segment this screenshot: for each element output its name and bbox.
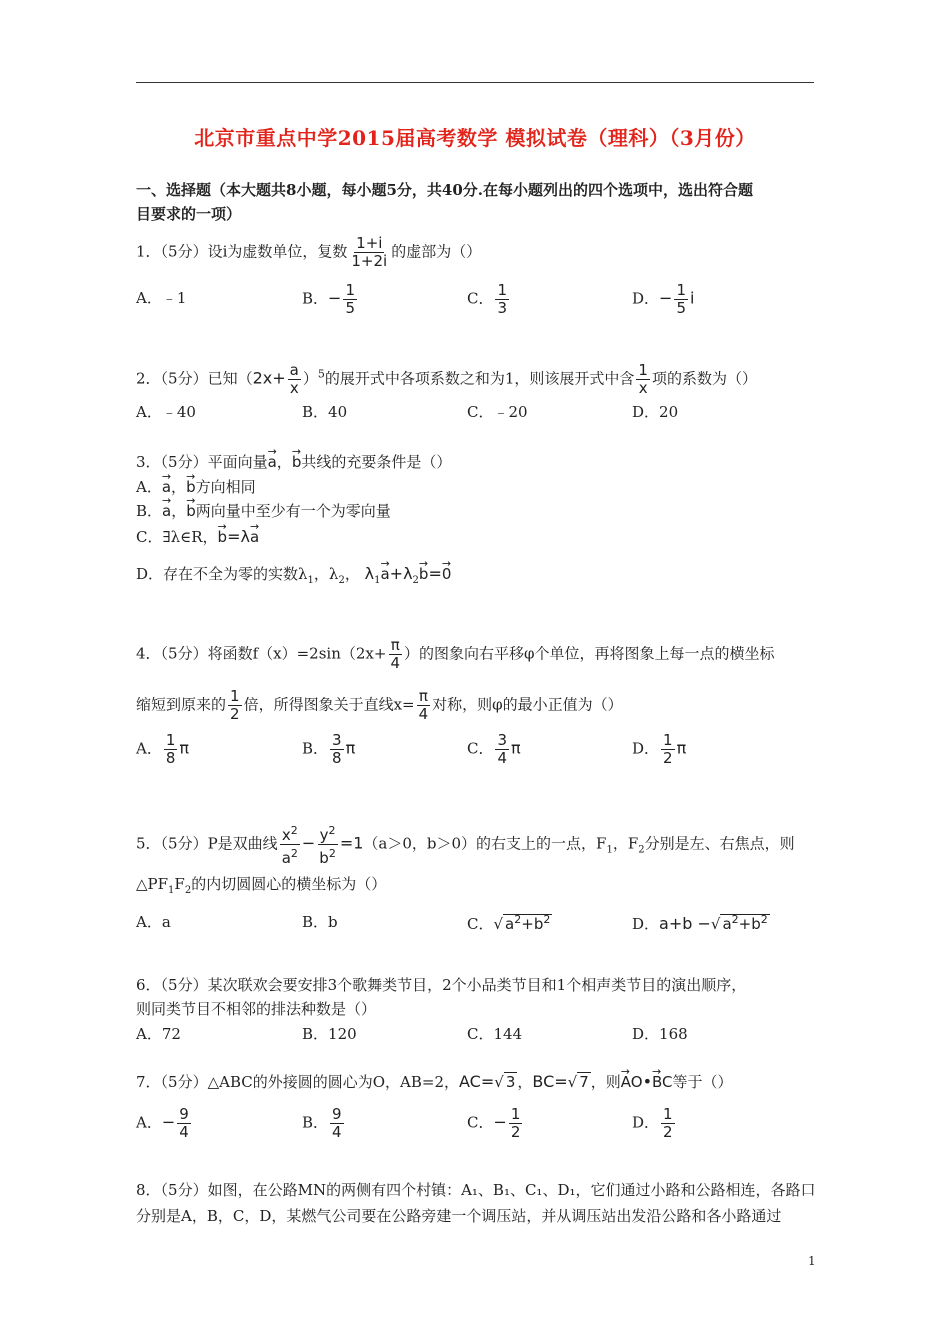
question-8-line2: 分别是A，B，C，D，某燃气公司要在公路旁建一个调压站，并从调压站出发沿公路和各小路通过 — [136, 1207, 782, 1225]
q4-a-den: 8 — [165, 749, 176, 767]
q4-b-den: 8 — [332, 749, 342, 767]
q1-d-num: 1 — [676, 281, 686, 299]
q4-d-pi: π — [676, 738, 687, 758]
q4-a-label: A． — [136, 739, 162, 758]
q2-prefix: 2．（5分）已知（ — [136, 369, 253, 388]
q3-d-lambda2-sub: 2 — [412, 575, 419, 586]
q1-d-tail: i — [689, 288, 695, 308]
q1-d-frac — [674, 282, 688, 317]
q2-expr: 2x+ — [252, 368, 286, 388]
q2-middle: 的展开式中各项系数之和为1，则该展开式中含 — [324, 369, 635, 388]
q1-option-b — [302, 282, 359, 317]
q3-option-c — [136, 527, 259, 547]
q5-a-den — [280, 845, 300, 867]
q4-c-pi: π — [511, 738, 521, 758]
question-4-line2 — [136, 688, 623, 723]
q1-frac-den: 1+2i — [351, 252, 388, 270]
q5-option-d — [632, 910, 770, 934]
q7-a-den: 4 — [179, 1123, 189, 1141]
q4-option-b — [302, 732, 355, 767]
q7-d-frac — [661, 1106, 675, 1141]
q7-d-den: 2 — [663, 1123, 673, 1141]
q3-b-text: 两向量中至少有一个为零向量 — [195, 502, 391, 520]
q4-c-den: 4 — [497, 749, 508, 767]
q5-suffix: （a＞0，b＞0）的右支上的一点，F — [363, 834, 607, 853]
q5-a-exp: 2 — [290, 847, 298, 860]
q2-frac2-num: 1 — [638, 361, 648, 379]
q7-mid: ，则 — [590, 1073, 621, 1091]
q4-line2-prefix: 缩短到原来的 — [136, 695, 227, 714]
q3-d-sub2: 2 — [338, 575, 345, 586]
question-7 — [136, 1072, 733, 1092]
q5-y: y — [319, 826, 329, 844]
q7-option-c — [467, 1106, 524, 1141]
q7-d-num: 1 — [663, 1105, 673, 1123]
q2-frac2 — [636, 362, 650, 397]
q5-line2-mid: F — [174, 875, 185, 893]
q5-b-exp: 2 — [328, 847, 336, 860]
q1-suffix: 的虚部为（） — [391, 242, 482, 261]
q3-d-vec-b: → b — [419, 564, 429, 584]
q1-option-a: A．﹣1 — [136, 289, 187, 307]
q7-b-den: 4 — [332, 1123, 342, 1141]
page-title: 北京市重点中学2015届高考数学 模拟试卷（理科）（3月份） — [194, 126, 756, 150]
q4-c-num: 3 — [497, 731, 508, 749]
q4-b-num: 3 — [332, 731, 342, 749]
q3-a-label: A． — [136, 478, 162, 496]
q2-frac2-den: x — [638, 379, 648, 397]
q1-b-num: 1 — [345, 281, 355, 299]
q1-b-sign: − — [328, 288, 342, 308]
q5-d-a-exp: 2 — [731, 913, 739, 926]
q5-sub2: 2 — [638, 844, 645, 856]
q5-x-num — [280, 822, 300, 845]
q7-a-label: A． — [136, 1113, 162, 1132]
q3-d-vec-a: → a — [380, 564, 389, 584]
q7-option-d — [632, 1106, 677, 1141]
q2-option-b: B．40 — [302, 403, 348, 421]
q5-b-den — [317, 845, 338, 867]
q7-suffix: 等于（） — [672, 1073, 733, 1091]
q3-d-label: D．存在不全为零的实数λ — [136, 565, 308, 583]
q5-sub1: 1 — [606, 844, 613, 856]
q5-y-exp: 2 — [328, 824, 336, 837]
q3-d-zero-vec: → 0 — [442, 564, 452, 584]
q4-pi-frac-2 — [417, 688, 431, 723]
q7-option-a — [136, 1106, 193, 1141]
q1-frac-num: 1+i — [356, 234, 383, 252]
q5-d-a: a — [722, 915, 732, 933]
q4-pi2-num: π — [418, 687, 428, 705]
q3-a-sep: ， — [171, 478, 187, 496]
q3-a-vec-a: → a — [162, 477, 171, 497]
q1-d-label: D． — [632, 289, 660, 308]
q5-line2-sub2: 2 — [184, 885, 192, 896]
q7-dot: • — [642, 1072, 653, 1091]
q5-c-a-exp: 2 — [514, 913, 522, 926]
question-8-line1: 8．（5分）如图，在公路MN的两侧有四个村镇：A₁、B₁、C₁、D₁，它们通过小路和公路相连，各路口 — [136, 1181, 816, 1199]
q7-c-label: C． — [467, 1113, 494, 1132]
q7-sep: ， — [517, 1073, 533, 1091]
q7-c-sign: − — [493, 1112, 507, 1132]
q7-ac-sqrt: √ 3 — [494, 1073, 516, 1091]
q4-pi2-den: 4 — [418, 705, 429, 723]
question-3 — [136, 452, 451, 472]
q7-d-label: D． — [632, 1113, 660, 1132]
q5-option-c — [467, 910, 552, 934]
q2-close: ） — [302, 369, 318, 388]
q4-line1-suffix: ）的图象向右平移φ个单位，再将图象上每一点的横坐标 — [404, 644, 775, 663]
q7-bc-sqrt: √ 7 — [567, 1073, 589, 1091]
page-number: 1 — [808, 1254, 816, 1268]
q5-eq1: =1 — [339, 833, 364, 853]
q3-b-vec-b: → b — [186, 501, 196, 521]
q4-b-label: B． — [302, 739, 329, 758]
q7-prefix: 7．（5分）△ABC的外接圆的圆心为O，AB=2， — [136, 1073, 459, 1091]
q4-a-num: 1 — [165, 731, 176, 749]
q3-vector-a: → a — [268, 452, 277, 472]
q3-d-sub1: 1 — [307, 575, 314, 586]
q7-a-frac — [177, 1106, 191, 1141]
q3-option-a — [136, 477, 256, 497]
q3-b-vec-a: → a — [162, 501, 171, 521]
q3-a-vec-b: → b — [186, 477, 196, 497]
q4-d-den: 2 — [663, 749, 673, 767]
q3-option-d — [136, 564, 451, 591]
q5-x-exp: 2 — [290, 824, 298, 837]
q5-c-sqrt: √ $a^2+b^2$ — [493, 913, 551, 933]
q5-a: a — [281, 849, 291, 867]
q7-vector-ao: → AO — [621, 1072, 643, 1092]
q6-option-b: B．120 — [302, 1025, 357, 1043]
section-heading-line2: 目要求的一项） — [136, 205, 242, 223]
q5-x: x — [281, 826, 291, 844]
q1-option-d — [632, 282, 694, 317]
q2-frac-num: a — [289, 361, 299, 379]
q7-b-label: B． — [302, 1113, 329, 1132]
question-1 — [136, 235, 481, 270]
q5-prefix: 5．（5分）P是双曲线 — [136, 834, 278, 853]
q4-pi-num: π — [390, 636, 400, 654]
q1-prefix: 1．（5分）设i为虚数单位，复数 — [136, 242, 348, 261]
question-5-line1 — [136, 822, 795, 867]
q5-mid: ，F — [612, 834, 639, 853]
q4-b-frac — [330, 732, 344, 767]
q4-pi-den: 4 — [390, 654, 400, 672]
q2-frac-den: x — [289, 379, 299, 397]
q7-a-num: 9 — [179, 1105, 189, 1123]
q7-c-frac — [509, 1106, 523, 1141]
q1-fraction — [349, 235, 389, 270]
q2-exponent: 5 — [317, 367, 325, 381]
q3-d-sep: ， — [344, 565, 360, 583]
q2-suffix: 项的系数为（） — [651, 369, 757, 388]
q3-d-lambda1: λ — [364, 564, 375, 583]
q3-d-mid: ，λ — [313, 565, 339, 583]
q7-ac: AC= — [459, 1072, 495, 1091]
q5-y-frac — [317, 822, 338, 867]
q4-line2-mid: 倍，所得图象关于直线x= — [243, 695, 415, 714]
q5-c-a: a — [505, 915, 515, 933]
q5-c-b-exp: 2 — [543, 913, 551, 926]
q3-c-vec-a: → a — [250, 527, 259, 547]
q4-option-d — [632, 732, 686, 767]
q1-b-frac — [343, 282, 357, 317]
q3-sep: ， — [276, 453, 292, 471]
q3-b-label: B． — [136, 502, 163, 520]
q5-c-radicand — [503, 914, 552, 933]
q7-b-frac — [330, 1106, 344, 1141]
q4-b-pi: π — [345, 738, 356, 758]
q2-option-d: D．20 — [632, 403, 679, 421]
q3-c-label: C．∃λ∈R， — [136, 528, 218, 546]
q5-d-b-exp: 2 — [760, 913, 768, 926]
q3-suffix: 共线的充要条件是（） — [301, 453, 452, 471]
q6-option-a: A．72 — [136, 1025, 181, 1043]
q7-vector-bc: → BC — [652, 1072, 673, 1092]
header-rule — [136, 82, 814, 83]
question-5-line2 — [136, 874, 386, 901]
q1-c-label: C． — [467, 289, 494, 308]
q5-d-label: D． — [632, 915, 660, 933]
q4-line2-suffix: 对称，则φ的最小正值为（） — [432, 695, 623, 714]
q5-x-frac — [280, 822, 300, 867]
q4-c-frac — [495, 732, 509, 767]
q5-d-pre: a+b − — [659, 914, 711, 933]
q4-d-frac — [661, 732, 675, 767]
q5-d-sqrt: √ $a^2+b^2$ — [710, 913, 768, 933]
q2-option-c: C．﹣20 — [467, 403, 528, 421]
q4-a-pi: π — [179, 738, 190, 758]
q3-c-vec-b: → b — [218, 527, 228, 547]
q5-d-radicand — [720, 914, 769, 933]
q4-half-num: 1 — [230, 687, 240, 705]
q2-frac — [288, 362, 301, 397]
q5-y-num — [318, 822, 338, 845]
q1-c-frac — [495, 282, 509, 317]
q3-prefix: 3．（5分）平面向量 — [136, 453, 268, 471]
q5-line2-suffix: 的内切圆圆心的横坐标为（） — [191, 875, 387, 893]
q5-minus: − — [301, 833, 316, 853]
q1-b-label: B． — [302, 289, 329, 308]
q7-bc-radicand: 7 — [579, 1073, 589, 1091]
q4-half-den: 2 — [230, 705, 240, 723]
q7-option-b — [302, 1106, 346, 1141]
q4-d-num: 1 — [663, 731, 673, 749]
q5-b: b — [319, 849, 329, 867]
q7-bc: BC= — [532, 1072, 568, 1091]
q7-c-num: 1 — [510, 1105, 521, 1123]
q4-option-a — [136, 732, 189, 767]
q1-b-den: 5 — [345, 299, 355, 317]
q4-c-label: C． — [467, 739, 494, 758]
q7-ac-radicand: 3 — [505, 1073, 516, 1091]
q5-option-a: A．a — [136, 913, 171, 931]
q4-a-frac — [164, 732, 178, 767]
question-6-line1: 6．（5分）某次联欢会要安排3个歌舞类节目，2个小品类节目和1个相声类节目的演出顺序， — [136, 976, 747, 994]
question-4-line1 — [136, 637, 775, 672]
q3-a-text: 方向相同 — [195, 478, 256, 496]
q5-suffix2: 分别是左、右焦点，则 — [644, 834, 795, 853]
q1-d-den: 5 — [676, 299, 686, 317]
question-2 — [136, 362, 757, 397]
q7-a-sign: − — [161, 1112, 176, 1132]
q1-c-den: 3 — [497, 299, 508, 317]
q3-d-lambda1-sub: 1 — [374, 575, 381, 586]
q7-c-den: 2 — [510, 1123, 521, 1141]
q4-pi-frac — [388, 637, 402, 672]
q5-line2-prefix: △PF — [136, 875, 169, 893]
q6-option-d: D．168 — [632, 1025, 688, 1043]
q4-line1-prefix: 4．（5分）将函数f（x）=2sin（2x+ — [136, 644, 387, 663]
q6-option-c: C．144 — [467, 1025, 523, 1043]
q4-option-c — [467, 732, 521, 767]
q3-c-expr: =λ — [227, 527, 250, 546]
q5-line2-sub1: 1 — [168, 885, 175, 896]
q5-d-plus-b: +b — [738, 915, 761, 933]
q3-d-eq: = — [428, 564, 442, 583]
q3-b-sep: ， — [171, 502, 187, 520]
q3-vector-b: → b — [292, 452, 302, 472]
q5-option-b: B．b — [302, 913, 338, 931]
q7-b-num: 9 — [332, 1105, 342, 1123]
q3-option-b — [136, 501, 391, 521]
q4-d-label: D． — [632, 739, 660, 758]
q1-option-c — [467, 282, 511, 317]
q1-d-sign: − — [659, 288, 673, 308]
q1-c-num: 1 — [497, 281, 508, 299]
q2-option-a: A．﹣40 — [136, 403, 196, 421]
q5-c-plus-b: +b — [521, 915, 544, 933]
q4-half-frac — [228, 688, 242, 723]
q5-c-label: C． — [467, 915, 494, 933]
section-heading-line1: 一、选择题（本大题共8小题，每小题5分，共40分.在每小题列出的四个选项中，选出符合题 — [136, 181, 753, 199]
question-6-line2: 则同类节目不相邻的排法种数是（） — [136, 1000, 377, 1018]
q3-d-plus: +λ — [389, 564, 413, 583]
